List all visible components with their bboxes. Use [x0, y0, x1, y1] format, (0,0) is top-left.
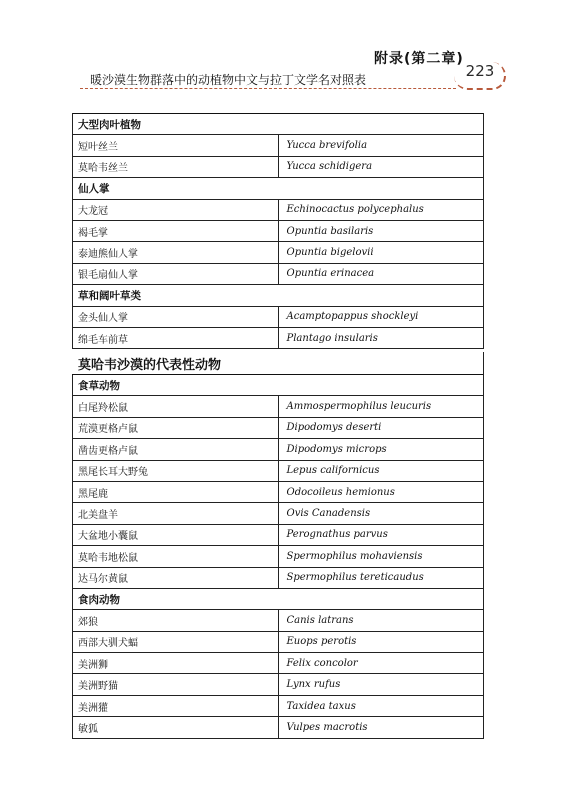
table-row [72, 695, 484, 716]
table-row [72, 242, 484, 263]
table-row [72, 327, 484, 348]
table-border-right [483, 113, 484, 349]
header-rule [80, 88, 456, 89]
latin-name-cell: Odocoileus hemionus [278, 481, 484, 502]
table-caption-row [72, 352, 484, 375]
table-row [72, 220, 484, 241]
table-row [72, 524, 484, 545]
latin-name-cell: Plantago insularis [278, 327, 484, 348]
chinese-name-cell: 黑尾鹿 [72, 481, 278, 502]
page-number: 223 [465, 62, 495, 80]
table-row [72, 503, 484, 524]
latin-name-cell: Opuntia basilaris [278, 220, 484, 241]
chinese-name-cell: 大龙冠 [72, 199, 278, 220]
group-label: 食肉动物 [72, 588, 484, 609]
latin-name-cell: Yucca schidigera [278, 156, 484, 177]
table-border-left [72, 375, 73, 739]
table-row [72, 417, 484, 438]
group-header-row [72, 375, 484, 396]
table-row [72, 546, 484, 567]
table-row [72, 135, 484, 156]
group-header-row [72, 178, 484, 199]
latin-name-cell: Acamptopappus shockleyi [278, 306, 484, 327]
table-row [72, 396, 484, 417]
latin-name-cell: Felix concolor [278, 653, 484, 674]
latin-name-cell: Canis latrans [278, 610, 484, 631]
latin-name-cell: Echinocactus polycephalus [278, 199, 484, 220]
chinese-name-cell: 敏狐 [72, 717, 278, 738]
chapter-heading: 附录(第二章) [374, 51, 464, 67]
table-row [72, 653, 484, 674]
latin-name-cell: Dipodomys microps [278, 439, 484, 460]
chinese-name-cell: 褐毛掌 [72, 220, 278, 241]
table-row [72, 306, 484, 327]
chinese-name-cell: 黑尾长耳大野兔 [72, 460, 278, 481]
latin-name-cell: Yucca brevifolia [278, 135, 484, 156]
chinese-name-cell: 美洲狮 [72, 653, 278, 674]
latin-name-cell: Opuntia erinacea [278, 263, 484, 284]
table-row [72, 263, 484, 284]
chinese-name-cell: 莫哈韦丝兰 [72, 156, 278, 177]
group-header-row [72, 588, 484, 609]
latin-name-cell: Lepus californicus [278, 460, 484, 481]
latin-name-cell: Euops perotis [278, 631, 484, 652]
chinese-name-cell: 达马尔黄鼠 [72, 567, 278, 588]
latin-name-cell: Ovis Canadensis [278, 503, 484, 524]
table-row [72, 460, 484, 481]
group-header-row [72, 114, 484, 135]
table-row [72, 439, 484, 460]
chinese-name-cell: 莫哈韦地松鼠 [72, 546, 278, 567]
page-subtitle: 暖沙漠生物群落中的动植物中文与拉丁文学名对照表 [90, 73, 367, 87]
table-caption: 莫哈韦沙漠的代表性动物 [72, 352, 484, 375]
table-row [72, 199, 484, 220]
latin-name-cell: Ammospermophilus leucuris [278, 396, 484, 417]
table-row [72, 717, 484, 738]
latin-name-cell: Spermophilus tereticaudus [278, 567, 484, 588]
chinese-name-cell: 金头仙人掌 [72, 306, 278, 327]
latin-name-cell: Perognathus parvus [278, 524, 484, 545]
latin-name-cell: Lynx rufus [278, 674, 484, 695]
plants-table [72, 113, 484, 349]
chinese-name-cell: 郊狼 [72, 610, 278, 631]
latin-name-cell: Dipodomys deserti [278, 417, 484, 438]
group-header-row [72, 285, 484, 306]
latin-name-cell: Opuntia bigelovii [278, 242, 484, 263]
table-row [72, 674, 484, 695]
chinese-name-cell: 美洲野猫 [72, 674, 278, 695]
chinese-name-cell: 北美盘羊 [72, 503, 278, 524]
chinese-name-cell: 短叶丝兰 [72, 135, 278, 156]
table-border-right [483, 352, 484, 739]
chinese-name-cell: 美洲獾 [72, 695, 278, 716]
group-label: 大型肉叶植物 [72, 114, 484, 135]
chinese-name-cell: 荒漠更格卢鼠 [72, 417, 278, 438]
table-row [72, 481, 484, 502]
table-row [72, 156, 484, 177]
latin-name-cell: Vulpes macrotis [278, 717, 484, 738]
chinese-name-cell: 白尾羚松鼠 [72, 396, 278, 417]
chinese-name-cell: 银毛扇仙人掌 [72, 263, 278, 284]
chinese-name-cell: 大盆地小囊鼠 [72, 524, 278, 545]
latin-name-cell: Spermophilus mohaviensis [278, 546, 484, 567]
table-row [72, 610, 484, 631]
group-label: 草和阔叶草类 [72, 285, 484, 306]
chinese-name-cell: 凿齿更格卢鼠 [72, 439, 278, 460]
animals-table [72, 352, 484, 739]
latin-name-cell: Taxidea taxus [278, 695, 484, 716]
table-row [72, 631, 484, 652]
table-border-left [72, 113, 73, 349]
chinese-name-cell: 绵毛车前草 [72, 327, 278, 348]
chinese-name-cell: 西部大驯犬蝠 [72, 631, 278, 652]
table-row [72, 567, 484, 588]
group-label: 仙人掌 [72, 178, 484, 199]
chinese-name-cell: 泰迪熊仙人掌 [72, 242, 278, 263]
group-label: 食草动物 [72, 375, 484, 396]
